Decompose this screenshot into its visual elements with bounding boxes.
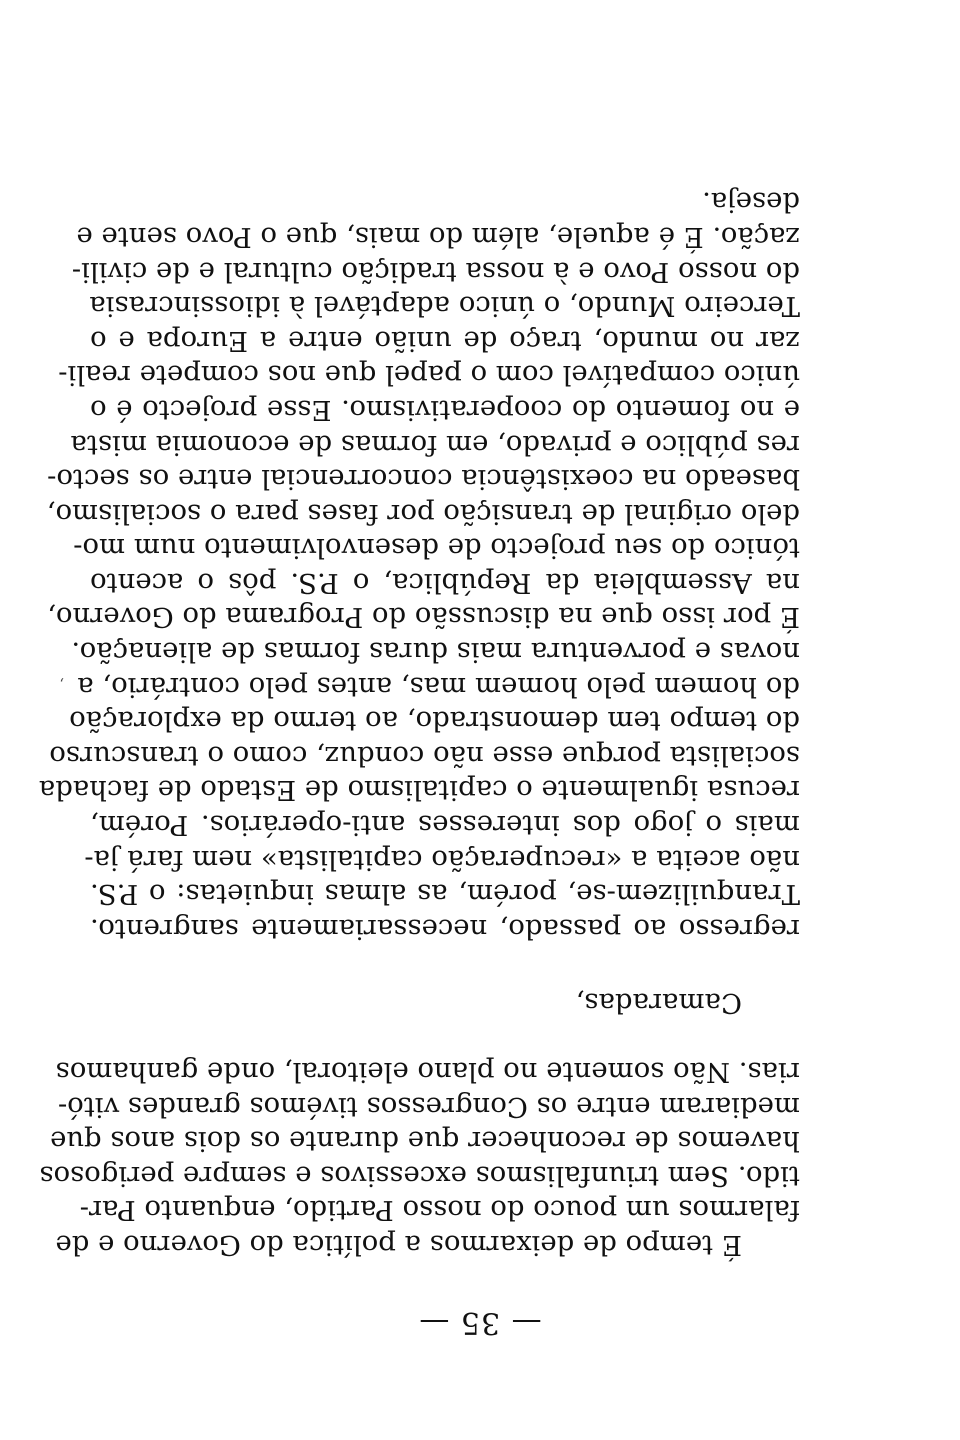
body-text (38, 185, 800, 1262)
text-line: zar no mundo, traço de união entre a Europa e o (90, 324, 800, 357)
text-line: do homem pelo homem mas, antes pelo contrário, a (77, 670, 800, 703)
paragraph-salutation (90, 986, 800, 1021)
text-line: res público e privado, em formas de economia mista (70, 428, 800, 461)
text-line: baseado na coexistência concorrencial entre os secto- (47, 463, 800, 496)
text-line: mediaram entre os Congressos tivémos grandes vitó- (57, 1090, 800, 1123)
text-line: havemos de reconhecer que durante os dois anos que (50, 1125, 800, 1158)
paragraph-party (39, 1054, 800, 1262)
text-line: do nosso Povo e à nossa tradição cultural e de civili- (71, 255, 800, 288)
text-line: tido. Sem triunfalismos excessivos e sempre perigosos (39, 1159, 800, 1192)
text-line: Camaradas, (575, 987, 742, 1020)
paragraph-program (38, 185, 800, 946)
text-line: socialista porque esse não conduz, como o transcurso (49, 739, 800, 772)
stray-mark: ‚ (59, 676, 64, 692)
text-line: É por isso que na discussão do Programa do Governo, (47, 601, 800, 634)
page-number: — 35 — (418, 1305, 542, 1340)
text-line: novas e porventura mais duras formas de alienação. (71, 636, 800, 669)
text-line: tónico do seu projecto de desenvolvimento num mo- (73, 532, 800, 565)
text-line: falarmos um pouco do nosso Partido, enquanto Par- (79, 1194, 800, 1227)
text-line: mais o jogo dos interesses anti-operários. Porém, (90, 809, 800, 842)
text-line: É tempo de deixarmos a política do Governo e de (55, 1229, 742, 1261)
text-line: delo original de transição por fases para o socialismo, (46, 497, 800, 530)
text-line: único compatível com o papel que nos compete reali- (58, 359, 800, 392)
text-line: zação. É é aquele, além do mais, que o Povo sente e (76, 220, 800, 253)
text-line: rias. Não somente no plano eleitoral, onde ganhamos (55, 1056, 800, 1089)
text-line: recusa igualmente o capitalismo de Estado de fachada (38, 774, 800, 807)
text-line: e no fomento do cooperativismo. Esse projecto é o (90, 393, 800, 426)
text-line: deseja. (702, 186, 800, 219)
text-line: Terceiro Mundo, o único adaptável à idiossincrasia (89, 290, 800, 323)
text-line: na Assembleia da República, o P.S. pôs o acento (90, 566, 800, 599)
text-line: do tempo tem demonstrado, ao termo da exploração (69, 705, 800, 738)
text-line: não aceita a «recuperação capitalista» nem fará ja- (84, 843, 800, 876)
text-line: Tranquilizem-se, porém, as almas inquietas: o P.S. (90, 878, 800, 911)
text-line: regresso ao passado, necessariamente sangrento. (90, 912, 800, 945)
